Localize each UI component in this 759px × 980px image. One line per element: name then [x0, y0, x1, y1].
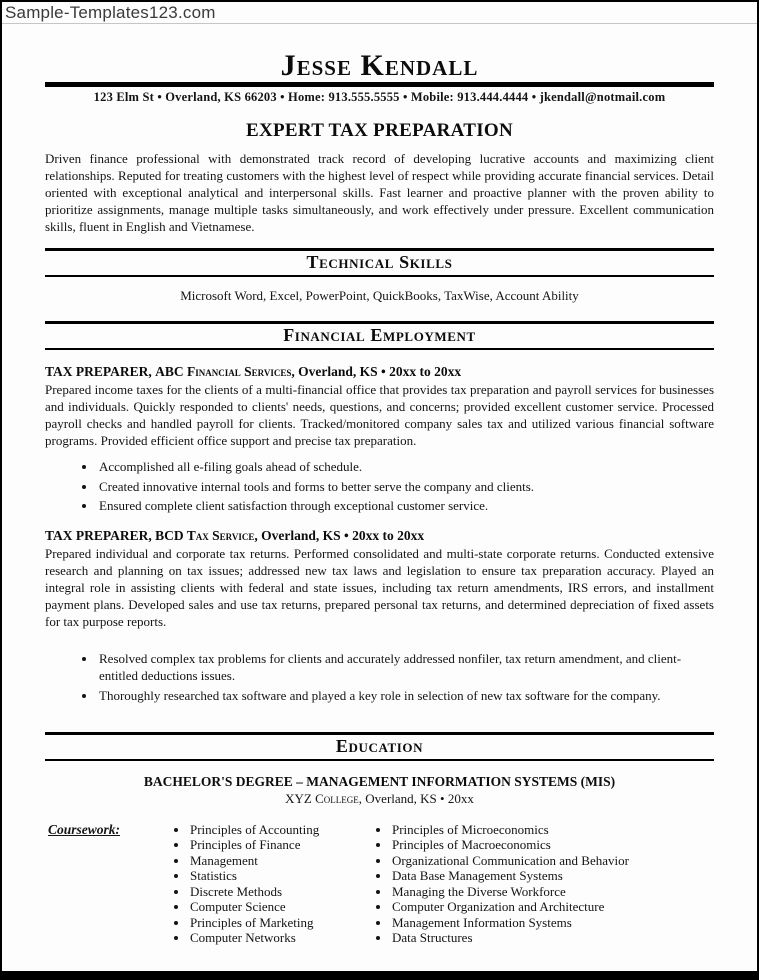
job-entry-1	[45, 364, 714, 514]
coursework-item: • Computer Networks	[189, 930, 375, 946]
job-bullet: • Accomplished all e-filing goals ahead of schedule.	[97, 458, 714, 475]
coursework-label: Coursework:	[48, 821, 121, 837]
job-bullet: • Ensured complete client satisfaction through exceptional customer service.	[97, 497, 714, 514]
resume-headline: EXPERT TAX PREPARATION	[245, 120, 514, 141]
coursework-item: • Principles of Marketing	[189, 915, 375, 931]
coursework-item: • Management Information Systems	[391, 915, 714, 931]
job-title-line-2	[45, 528, 714, 544]
technical-skills-heading: Technical Skills	[306, 252, 453, 272]
job-description-2: Prepared individual and corporate tax returns. Performed consolidated and multi-state corporate returns. Conducted extensive research and planning on tax issues; addressed new tax laws and legislation to ensure tax preparation accuracy. Played an integral role in assisting clients with federal and state issues, including tax return amendments, IRS errors, and installment payment plans. Developed sales and use tax returns, prepared personal tax returns, and determined depreciation of fixed assets for tax purpose reports.	[45, 546, 714, 629]
financial-employment-heading: Financial Employment	[283, 325, 476, 345]
summary-paragraph: Driven finance professional with demonstrated track record of developing lucrative accounts and maximizing client relationships. Reputed for treating customers with the highest level of respect while providing accurate financial services. Detail oriented with exceptional analytical and interpersonal skills. Fast learner and proactive planner with the proven ability to prioritize assignments, manage multiple tasks simultaneously, and work effectively under pressure. Excellent communication skills, fluent in English and Vietnamese.	[45, 151, 714, 234]
job-company: BCD Tax Service,	[155, 528, 258, 543]
job-bullets-1	[45, 458, 714, 514]
coursework-item: • Management	[189, 853, 375, 869]
header-rule	[45, 82, 714, 87]
watermark-text: Sample-Templates123.com	[5, 2, 216, 22]
education-heading: Education	[335, 735, 424, 756]
school-name: XYZ College,	[285, 790, 363, 806]
coursework-item: • Data Base Management Systems	[391, 868, 714, 884]
degree-title: BACHELOR'S DEGREE – MANAGEMENT INFORMATION SYSTEMS (MIS)	[143, 773, 616, 789]
coursework-column-2	[375, 822, 714, 946]
job-bullet: • Created innovative internal tools and forms to better serve the company and clients.	[97, 478, 714, 495]
coursework-item: • Computer Organization and Architecture	[391, 899, 714, 915]
job-company: ABC Financial Services,	[155, 364, 295, 379]
coursework-section	[45, 822, 714, 946]
coursework-item: • Computer Science	[189, 899, 375, 915]
job-bullet: • Thoroughly researched tax software and played a key role in selection of new tax software for the company.	[97, 687, 714, 704]
skills-list: Microsoft Word, Excel, PowerPoint, QuickBooks, TaxWise, Account Ability	[180, 288, 579, 303]
resume-content	[2, 51, 757, 946]
school-line	[45, 791, 714, 807]
coursework-item: • Organizational Communication and Behavior	[391, 853, 714, 869]
candidate-name: Jesse Kendall	[280, 49, 479, 82]
section-heading-block-education	[45, 732, 714, 761]
job-location-dates: Overland, KS • 20xx to 20xx	[261, 528, 425, 543]
job-title-line-1	[45, 364, 714, 380]
job-bullets-2	[45, 650, 714, 704]
coursework-item: • Managing the Diverse Workforce	[391, 884, 714, 900]
page-bottom-bar	[2, 971, 757, 980]
contact-line: 123 Elm St • Overland, KS 66203 • Home: 913.555.5555 • Mobile: 913.444.4444 • jkendall@notmail.com	[93, 90, 666, 104]
coursework-item: • Discrete Methods	[189, 884, 375, 900]
coursework-item: • Statistics	[189, 868, 375, 884]
school-location: Overland, KS • 20xx	[365, 790, 474, 806]
coursework-item: • Principles of Accounting	[189, 822, 375, 838]
watermark-bar	[2, 2, 757, 24]
coursework-column-1	[173, 822, 375, 946]
job-entry-2	[45, 528, 714, 704]
job-title: TAX PREPARER,	[45, 528, 152, 543]
job-location-dates: Overland, KS • 20xx to 20xx	[298, 364, 462, 379]
job-title: TAX PREPARER,	[45, 364, 152, 379]
coursework-item: • Data Structures	[391, 930, 714, 946]
coursework-item: • Principles of Finance	[189, 837, 375, 853]
coursework-item: • Principles of Macroeconomics	[391, 837, 714, 853]
job-description-1: Prepared income taxes for the clients of a multi-financial office that provides tax preparation and payroll services for businesses and individuals. Quickly responded to clients' needs, questions, and concerns; provided excellent customer service. Processed payroll checks and handled payroll for clients. Tracked/monitored company sales tax and utilized various financial software programs. Provided efficient office support and precise tax preparation.	[45, 382, 714, 448]
section-heading-block-technical-skills	[45, 248, 714, 277]
section-heading-block-financial-employment	[45, 321, 714, 350]
coursework-item: • Principles of Microeconomics	[391, 822, 714, 838]
job-bullet: • Resolved complex tax problems for clients and accurately addressed nonfiler, tax return amendment, and client-entitled deductions issues.	[97, 650, 714, 684]
